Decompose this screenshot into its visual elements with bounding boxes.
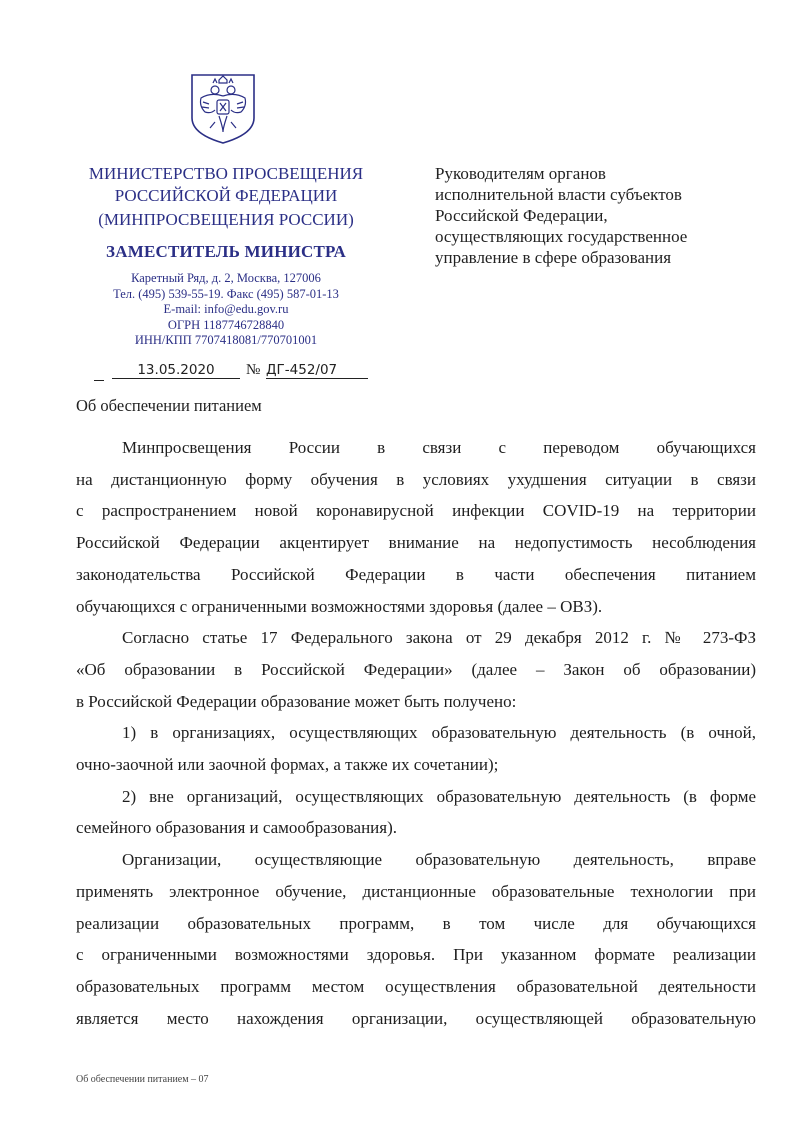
body-line: Минпросвещения России в связи с переводом обучающихся <box>122 438 756 457</box>
body-line: обучающихся с ограниченными возможностями здоровья (далее – ОВЗ). <box>76 596 603 616</box>
body-line: Организации, осуществляющие образовательную деятельность, вправе <box>122 850 756 870</box>
addressee-line: управление в сфере образования <box>435 248 672 267</box>
body-line: с ограниченными возможностями здоровья. При указанном формате реализации <box>76 945 756 965</box>
registration-date: 13.05.2020 <box>112 362 240 379</box>
contact-address: Каретный Ряд, д. 2, Москва, 127006 <box>131 271 321 285</box>
registration-underline <box>94 362 104 381</box>
ministry-name-line2: РОССИЙСКОЙ ФЕДЕРАЦИИ <box>114 186 338 205</box>
letter-body <box>76 432 756 1034</box>
ministry-contacts <box>70 271 382 349</box>
contact-inn-kpp: ИНН/КПП 7707418081/770701001 <box>134 333 318 347</box>
contact-ogrn: ОГРН 1187746728840 <box>167 317 285 332</box>
body-line: законодательства Российской Федерации в части обеспечения питанием <box>76 564 756 584</box>
addressee-line: Руководителям органов <box>435 164 606 183</box>
contact-phone-fax: Тел. (495) 539-55-19. Факс (495) 587-01-13 <box>113 286 339 301</box>
page-footer: Об обеспечении питанием – 07 <box>76 1074 209 1085</box>
body-line: в Российской Федерации образование может быть получено: <box>76 691 517 711</box>
body-line: на дистанционную форму обучения в условиях ухудшения ситуации в связи <box>76 469 756 489</box>
body-line: семейного образования и самообразования). <box>76 818 398 838</box>
body-line: является место нахождения организации, осуществляющей образовательную <box>76 1008 756 1028</box>
russian-coat-of-arms-icon <box>189 72 257 146</box>
registration-number: ДГ-452/07 <box>266 362 368 379</box>
addressee-line: осуществляющих государственное <box>435 227 688 246</box>
body-line: с распространением новой коронавирусной инфекции COVID-19 на территории <box>76 501 756 521</box>
body-line: образовательных программ местом осуществления образовательной деятельности <box>76 976 756 996</box>
registration-line <box>94 362 384 382</box>
letter-subject: Об обеспечении питанием <box>76 396 262 415</box>
addressee-line: исполнительной власти субъектов <box>435 185 682 204</box>
body-line: 2) вне организаций, осуществляющих образовательную деятельность (в форме <box>122 786 756 806</box>
deputy-minister-title: ЗАМЕСТИТЕЛЬ МИНИСТРА <box>106 242 346 261</box>
body-line: Российской Федерации акцентирует внимание на недопустимость несоблюдения <box>76 533 756 553</box>
contact-email: E-mail: info@edu.gov.ru <box>163 302 289 316</box>
addressee-block <box>435 163 755 268</box>
addressee-line: Российской Федерации, <box>435 206 608 225</box>
body-line: применять электронное обучение, дистанционные образовательные технологии при <box>76 881 756 901</box>
number-sign: № <box>246 362 261 378</box>
ministry-abbreviation: (МИНПРОСВЕЩЕНИЯ РОССИИ) <box>98 210 354 229</box>
body-line: очно-заочной или заочной формах, а также их сочетании); <box>76 755 499 775</box>
body-line: 1) в организациях, осуществляющих образовательную деятельность (в очной, <box>122 723 756 743</box>
body-line: реализации образовательных программ, в том числе для обучающихся <box>76 913 756 933</box>
body-line: Согласно статье 17 Федерального закона от 29 декабря 2012 г. № 273-ФЗ <box>122 628 756 648</box>
ministry-name <box>70 163 382 231</box>
body-line: «Об образовании в Российской Федерации» (далее – Закон об образовании) <box>76 659 756 679</box>
ministry-name-line1: МИНИСТЕРСТВО ПРОСВЕЩЕНИЯ <box>88 164 364 183</box>
